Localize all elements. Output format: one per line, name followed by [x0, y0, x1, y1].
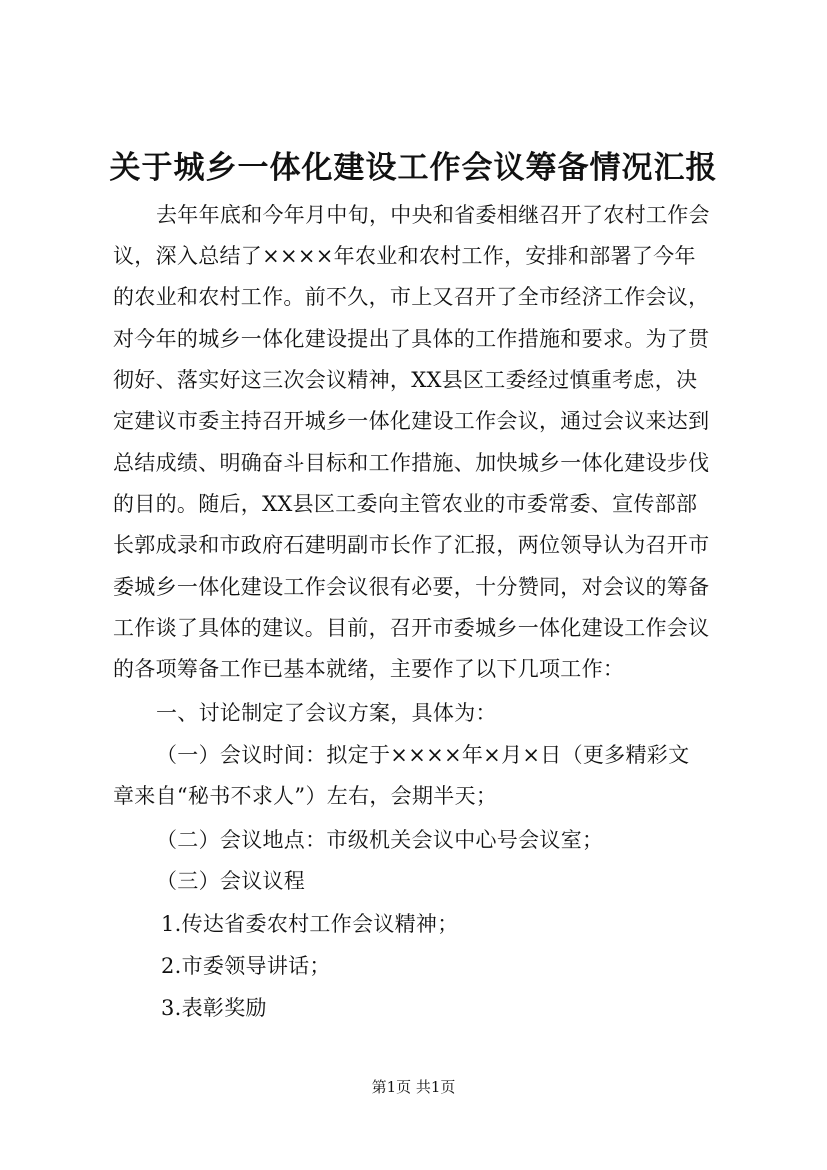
paragraph-line: 对今年的城乡一体化建设提出了具体的工作措施和要求。为了贯 — [113, 327, 710, 351]
paragraph-line: 的目的。随后，XX县区工委向主管农业的市委常委、宣传部部 — [113, 492, 698, 516]
agenda-item: 1.传达省委农村工作会议精神； — [161, 912, 459, 936]
paragraph-line: 委城乡一体化建设工作会议很有必要，十分赞同，对会议的筹备 — [113, 575, 710, 599]
paragraph-line: 工作谈了具体的建议。目前，召开市委城乡一体化建设工作会议 — [113, 616, 710, 640]
paragraph-line: 议，深入总结了××××年农业和农村工作，安排和部署了今年 — [113, 244, 696, 268]
paragraph-line: 的农业和农村工作。前不久，市上又召开了全市经济工作会议， — [113, 285, 710, 309]
agenda-item: 2.市委领导讲话； — [161, 954, 331, 978]
paragraph-line: 去年年底和今年月中旬，中央和省委相继召开了农村工作会 — [156, 203, 710, 227]
paragraph-line: 总结成绩、明确奋斗目标和工作措施、加快城乡一体化建设步伐 — [113, 451, 710, 475]
document-title: 关于城乡一体化建设工作会议筹备情况汇报 — [109, 150, 718, 186]
paragraph-line: 定建议市委主持召开城乡一体化建设工作会议，通过会议来达到 — [113, 409, 710, 433]
section-heading: 一、讨论制定了会议方案，具体为： — [156, 701, 497, 725]
meeting-agenda-item: （三）会议议程 — [156, 869, 306, 893]
page-footer: 第1页 共1页 — [371, 1078, 456, 1096]
meeting-time-item: （一）会议时间：拟定于××××年×月×日（更多精彩文 — [156, 743, 690, 767]
paragraph-line: 彻好、落实好这三次会议精神，XX县区工委经过慎重考虑，决 — [113, 368, 698, 392]
agenda-item: 3.表彰奖励 — [161, 996, 267, 1020]
paragraph-line: 的各项筹备工作已基本就绪，主要作了以下几项工作： — [113, 657, 625, 681]
meeting-location-item: （二）会议地点：市级机关会议中心号会议室； — [156, 828, 604, 852]
paragraph-line: 长郭成录和市政府石建明副市长作了汇报，两位领导认为召开市 — [113, 533, 710, 557]
meeting-time-item-continued: 章来自“秘书不求人”）左右，会期半天； — [113, 784, 498, 808]
